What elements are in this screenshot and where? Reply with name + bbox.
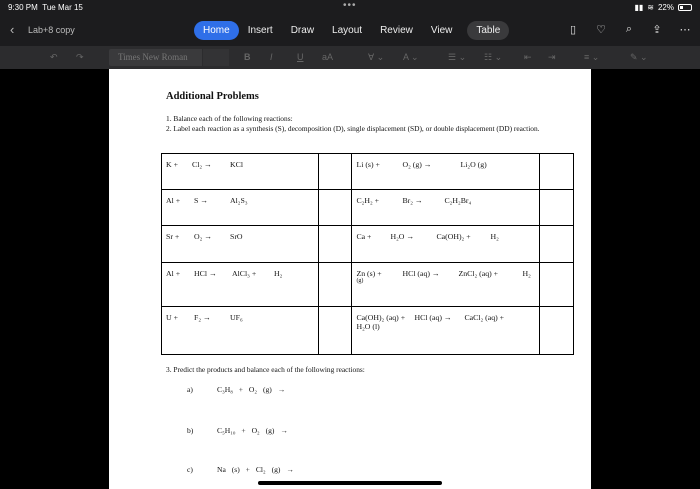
tab-draw[interactable]: Draw — [290, 25, 315, 36]
table-row — [162, 263, 574, 307]
numbering-icon[interactable]: ☷ ⌄ — [484, 52, 503, 62]
wifi-icon: ≋ — [647, 3, 654, 12]
font-color-icon[interactable]: A ⌄ — [403, 52, 419, 62]
tab-review[interactable]: Review — [380, 25, 413, 36]
underline-button[interactable]: U — [297, 52, 304, 62]
reaction-cell[interactable]: Li (s) + O₂ (g) → Li₂O (g) — [352, 154, 540, 190]
indent-icon[interactable]: ⇥ — [548, 52, 556, 62]
ribbon — [0, 14, 700, 46]
ribbon-right-icons — [566, 23, 692, 36]
share-icon[interactable]: ⇪ — [652, 24, 662, 36]
battery-percent: 22% — [657, 3, 674, 12]
table-row — [162, 190, 574, 226]
status-right — [634, 3, 692, 12]
chevron-left-icon[interactable]: ‹ — [10, 22, 15, 37]
zn-state: (g) — [356, 278, 364, 284]
format-toolbar — [0, 46, 700, 69]
status-bar — [0, 0, 700, 14]
table-row — [162, 226, 574, 263]
multitask-dots[interactable]: ••• — [343, 0, 357, 11]
reaction-cell[interactable]: C₂H₂ + Br₂ → C₂H₂Br₄ — [352, 190, 540, 226]
outdent-icon[interactable]: ⇤ — [524, 52, 532, 62]
page-heading: Additional Problems — [166, 91, 259, 102]
signal-icon: ▮▮ — [634, 3, 644, 12]
search-icon[interactable]: ⌕ — [625, 23, 633, 35]
tab-table[interactable]: Table — [467, 21, 509, 40]
font-name-field[interactable]: Times New Roman — [109, 49, 229, 66]
styles-icon[interactable]: ✎ ⌄ — [630, 52, 648, 62]
document-canvas[interactable] — [0, 69, 700, 489]
reaction-cell[interactable]: Al + S → Al₂S₃ — [162, 190, 319, 226]
tab-view[interactable]: View — [430, 25, 453, 36]
table-row — [162, 307, 574, 355]
bold-button[interactable]: B — [244, 52, 251, 62]
phone-view-icon[interactable]: ▯ — [569, 24, 577, 36]
label-cell[interactable] — [318, 307, 352, 355]
instructions — [166, 114, 546, 133]
document-name[interactable]: Lab+8 copy — [28, 25, 75, 35]
reaction-cell[interactable]: Sr + O₂ → SrO — [162, 226, 319, 263]
italic-button[interactable]: I — [270, 52, 273, 62]
tab-layout[interactable]: Layout — [332, 25, 363, 36]
instruction-1: 1. Balance each of the following reactions: — [166, 114, 293, 123]
label-cell[interactable] — [540, 154, 574, 190]
label-cell[interactable] — [540, 307, 574, 355]
label-cell[interactable] — [540, 190, 574, 226]
reaction-cell[interactable]: Ca(OH)₂ (aq) + HCl (aq) → CaCl₂ (aq) + H₂O (l) — [352, 307, 540, 355]
highlight-icon[interactable]: ∀ ⌄ — [368, 52, 385, 62]
home-indicator[interactable] — [258, 481, 442, 485]
reaction-cell[interactable]: Al + HCl → AlCl₃ + H₂ — [162, 263, 319, 307]
table-row — [162, 154, 574, 190]
redo-icon[interactable]: ↷ — [76, 52, 84, 62]
label-cell[interactable] — [540, 263, 574, 307]
status-time: 9:30 PM Tue Mar 15 — [8, 3, 83, 12]
undo-icon[interactable]: ↶ — [50, 52, 58, 62]
tab-home[interactable]: Home — [194, 21, 239, 40]
reactions-table[interactable] — [161, 153, 574, 355]
label-cell[interactable] — [318, 263, 352, 307]
label-cell[interactable] — [540, 226, 574, 263]
tab-insert[interactable]: Insert — [247, 25, 273, 36]
reaction-cell[interactable]: Zn (s) + HCl (aq) → ZnCl₂ (aq) + H₂ (g) — [352, 263, 540, 307]
reaction-cell[interactable]: U + F₂ → UF₆ — [162, 307, 319, 355]
align-icon[interactable]: ≡ ⌄ — [584, 52, 600, 62]
ribbon-tabs — [194, 21, 509, 40]
lightbulb-icon[interactable]: ♡ — [596, 24, 606, 36]
font-size-button[interactable]: aA — [322, 52, 334, 62]
battery-icon — [678, 4, 692, 11]
instruction-2: 2. Label each reaction as a synthesis (S), decomposition (D), single displacement (SD), or double displacement (DD) reaction. — [166, 123, 540, 133]
label-cell[interactable] — [318, 154, 352, 190]
label-cell[interactable] — [318, 226, 352, 263]
label-cell[interactable] — [318, 190, 352, 226]
more-icon[interactable]: ⋯ — [679, 24, 691, 36]
water-product: H₂O (l) — [356, 322, 380, 331]
document-page[interactable]: Additional Problems 1. Balance each of the following reactions: 2. Label each reaction as a synthesis (S), decomposition (D), single displacement (SD), or double displacement (DD) reaction. K + Cl₂ → KCl Li (s) + O₂ (g) → Li₂O (g) Al + S → Al₂S₃ C₂H₂ + Br₂ → C₂H₂Br₄ Sr + O₂ → SrO Ca + H₂O → Ca(OH)₂ + H₂ Al + HCl → AlCl₃ + H₂ Zn (s) + HCl (aq) → ZnCl₂ (aq) + H₂ (g) U + F₂ → UF₆ Ca(OH)₂ (aq) + HCl (aq) → CaCl₂ (aq) + H₂O (l) 3. Predict the products and balance each of the following reactions: a) C₃H₈ + O₂ (g) → b) C₅H₁₀ + O₂ (g) → c) Na (s) + Cl₂ (g) → — [109, 69, 591, 489]
reaction-cell[interactable]: Ca + H₂O → Ca(OH)₂ + H₂ — [352, 226, 540, 263]
reaction-cell[interactable]: K + Cl₂ → KCl — [162, 154, 319, 190]
question-3: 3. Predict the products and balance each of the following reactions: — [166, 365, 365, 374]
bullets-icon[interactable]: ☰ ⌄ — [448, 52, 467, 62]
